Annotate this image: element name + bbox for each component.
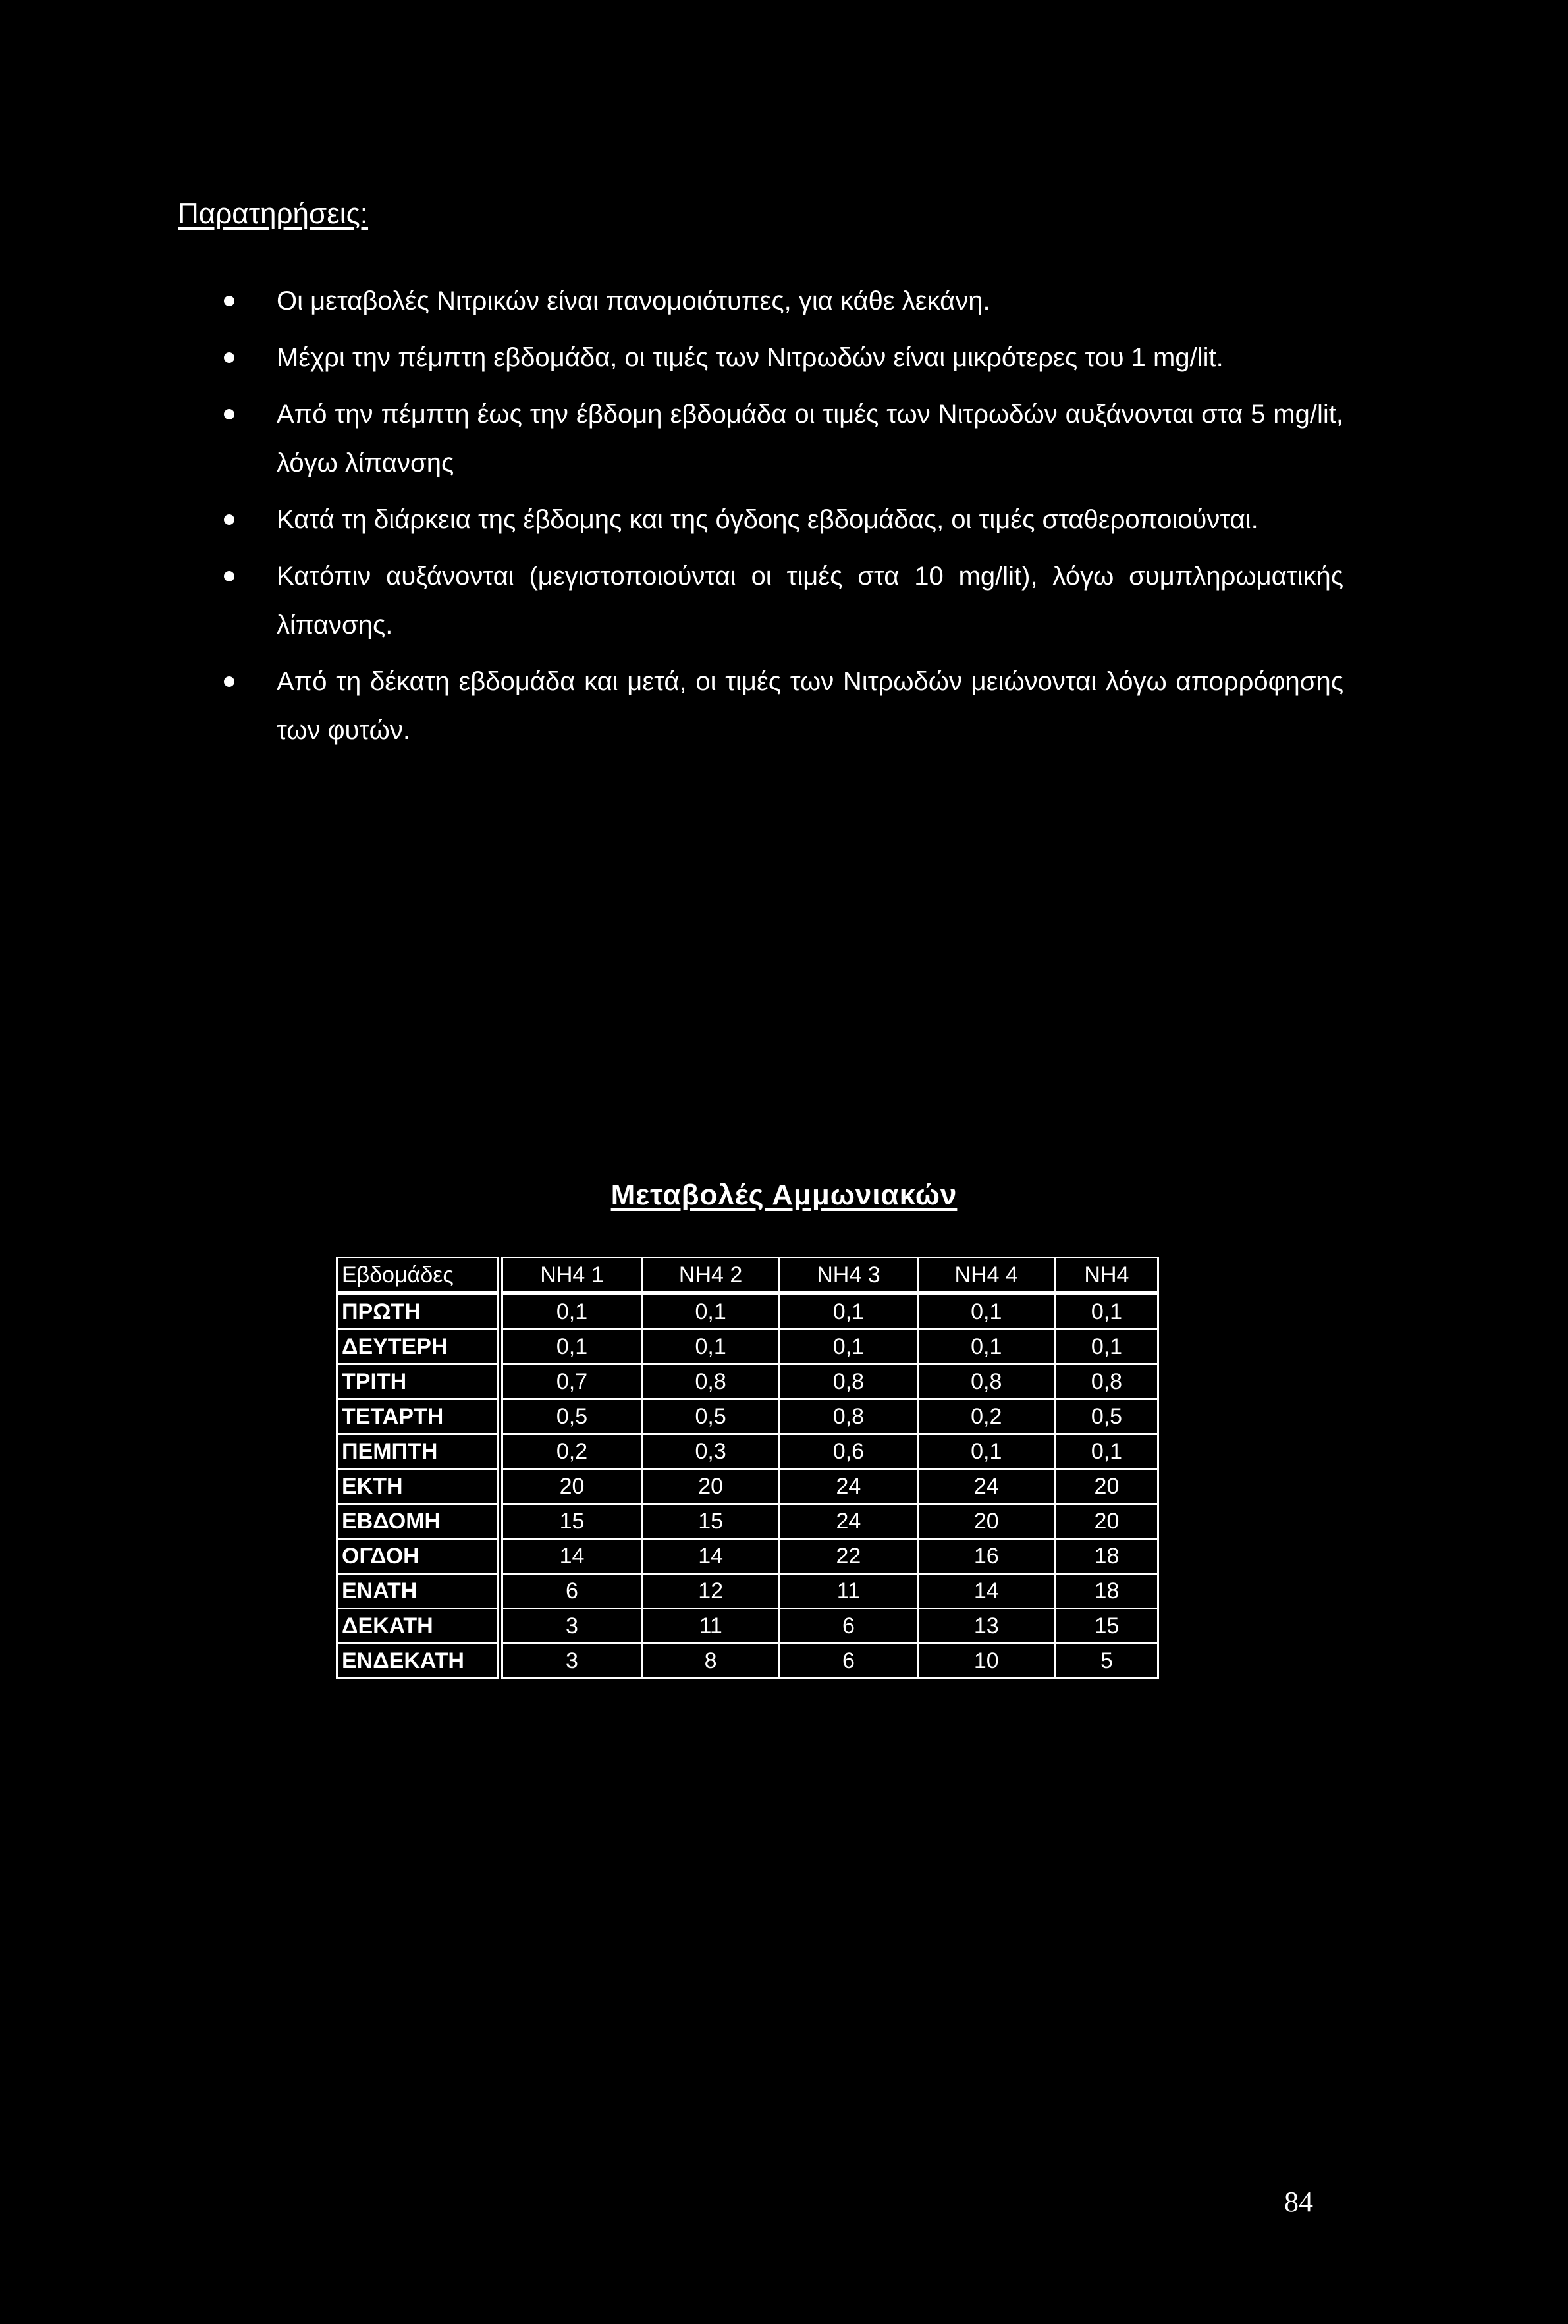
column-header-weeks: Εβδομάδες [337, 1258, 500, 1294]
table-cell: 3 [500, 1644, 642, 1679]
table-cell: 0,1 [641, 1330, 779, 1365]
table-cell: 0,8 [780, 1365, 917, 1399]
table-cell: 0,5 [500, 1399, 642, 1434]
table-cell: 24 [780, 1504, 917, 1539]
table-cell: 20 [1055, 1469, 1158, 1504]
observations-heading: Παρατηρήσεις: [178, 198, 369, 230]
column-header-nh4-5: NH4 [1055, 1258, 1158, 1294]
table-row [337, 1609, 1158, 1644]
table-cell: 11 [780, 1574, 917, 1609]
week-label: ΟΓΔΟΗ [337, 1539, 500, 1574]
week-label: ΠΕΜΠΤΗ [337, 1434, 500, 1469]
observation-text: Οι μεταβολές Νιτρικών είναι πανομοιότυπες, για κάθε λεκάνη. [277, 286, 990, 315]
table-cell: 0,1 [1055, 1434, 1158, 1469]
table-row [337, 1293, 1158, 1330]
table-cell: 0,2 [500, 1434, 642, 1469]
bullet-icon [224, 571, 234, 581]
table-row [337, 1365, 1158, 1399]
table-title: Μεταβολές Αμμωνιακών [610, 1179, 958, 1211]
week-label: ΤΕΤΑΡΤΗ [337, 1399, 500, 1434]
table-cell: 24 [780, 1469, 917, 1504]
observation-item [224, 277, 1343, 325]
page-number: 84 [1284, 2186, 1313, 2218]
table-cell: 0,1 [780, 1330, 917, 1365]
table-cell: 0,1 [780, 1293, 917, 1330]
table-cell: 11 [641, 1609, 779, 1644]
table-cell: 13 [917, 1609, 1055, 1644]
table-cell: 0,1 [917, 1330, 1055, 1365]
week-label: ΠΡΩΤΗ [337, 1293, 500, 1330]
table-cell: 16 [917, 1539, 1055, 1574]
table-cell: 14 [500, 1539, 642, 1574]
table-cell: 0,1 [641, 1293, 779, 1330]
observation-item [224, 333, 1343, 382]
table-cell: 0,1 [500, 1293, 642, 1330]
table-cell: 20 [641, 1469, 779, 1504]
table-cell: 12 [641, 1574, 779, 1609]
week-label: ΕΒΔΟΜΗ [337, 1504, 500, 1539]
observation-text: Κατά τη διάρκεια της έβδομης και της όγδοης εβδομάδας, οι τιμές σταθεροποιούνται. [277, 505, 1258, 534]
observations-list [224, 277, 1343, 763]
table-cell: 0,5 [1055, 1399, 1158, 1434]
table-cell: 3 [500, 1609, 642, 1644]
table-cell: 0,3 [641, 1434, 779, 1469]
bullet-icon [224, 296, 234, 306]
observation-item [224, 495, 1343, 544]
week-label: ΕΝΑΤΗ [337, 1574, 500, 1609]
table-cell: 0,7 [500, 1365, 642, 1399]
observation-item [224, 390, 1343, 487]
table-cell: 0,8 [641, 1365, 779, 1399]
table-header-row [337, 1258, 1158, 1294]
table-cell: 18 [1055, 1539, 1158, 1574]
table-row [337, 1539, 1158, 1574]
column-header-nh4-1: NH4 1 [500, 1258, 642, 1294]
table-cell: 0,8 [917, 1365, 1055, 1399]
table-cell: 6 [780, 1609, 917, 1644]
table-cell: 0,8 [1055, 1365, 1158, 1399]
table-cell: 0,1 [1055, 1293, 1158, 1330]
table-cell: 8 [641, 1644, 779, 1679]
week-label: ΤΡΙΤΗ [337, 1365, 500, 1399]
table-cell: 20 [500, 1469, 642, 1504]
column-header-nh4-4: NH4 4 [917, 1258, 1055, 1294]
table-row [337, 1469, 1158, 1504]
table-cell: 0,1 [1055, 1330, 1158, 1365]
table-cell: 10 [917, 1644, 1055, 1679]
table-cell: 18 [1055, 1574, 1158, 1609]
table-cell: 6 [500, 1574, 642, 1609]
table-cell: 22 [780, 1539, 917, 1574]
observation-item [224, 657, 1343, 755]
table-cell: 6 [780, 1644, 917, 1679]
bullet-icon [224, 676, 234, 687]
table-cell: 5 [1055, 1644, 1158, 1679]
table-cell: 14 [917, 1574, 1055, 1609]
bullet-icon [224, 409, 234, 419]
table-cell: 15 [500, 1504, 642, 1539]
observation-item [224, 552, 1343, 649]
table-cell: 0,1 [500, 1330, 642, 1365]
observation-text: Κατόπιν αυξάνονται (μεγιστοποιούνται οι τιμές στα 10 mg/lit), λόγω συμπληρωματικής λίπανσης. [277, 562, 1343, 639]
table-row [337, 1504, 1158, 1539]
table-row [337, 1644, 1158, 1679]
table-cell: 0,2 [917, 1399, 1055, 1434]
table-cell: 24 [917, 1469, 1055, 1504]
column-header-nh4-2: NH4 2 [641, 1258, 779, 1294]
observation-text: Μέχρι την πέμπτη εβδομάδα, οι τιμές των Νιτρωδών είναι μικρότερες του 1 mg/lit. [277, 343, 1224, 372]
table-cell: 0,5 [641, 1399, 779, 1434]
week-label: ΕΚΤΗ [337, 1469, 500, 1504]
column-header-nh4-3: NH4 3 [780, 1258, 917, 1294]
ammonia-table [336, 1257, 1159, 1679]
table-cell: 0,8 [780, 1399, 917, 1434]
table-cell: 15 [1055, 1609, 1158, 1644]
table-row [337, 1399, 1158, 1434]
week-label: ΕΝΔΕΚΑΤΗ [337, 1644, 500, 1679]
bullet-icon [224, 514, 234, 525]
table-cell: 14 [641, 1539, 779, 1574]
table-row [337, 1330, 1158, 1365]
table-cell: 0,6 [780, 1434, 917, 1469]
table-cell: 0,1 [917, 1434, 1055, 1469]
observation-text: Από την πέμπτη έως την έβδομη εβδομάδα οι τιμές των Νιτρωδών αυξάνονται στα 5 mg/lit, λόγω λίπανσης [277, 400, 1343, 477]
bullet-icon [224, 352, 234, 363]
week-label: ΔΕΚΑΤΗ [337, 1609, 500, 1644]
observation-text: Από τη δέκατη εβδομάδα και μετά, οι τιμές των Νιτρωδών μειώνονται λόγω απορρόφησης των φυτών. [277, 667, 1343, 745]
table-cell: 20 [1055, 1504, 1158, 1539]
table-cell: 0,1 [917, 1293, 1055, 1330]
table-row [337, 1434, 1158, 1469]
week-label: ΔΕΥΤΕΡΗ [337, 1330, 500, 1365]
table-row [337, 1574, 1158, 1609]
table-cell: 20 [917, 1504, 1055, 1539]
table-cell: 15 [641, 1504, 779, 1539]
